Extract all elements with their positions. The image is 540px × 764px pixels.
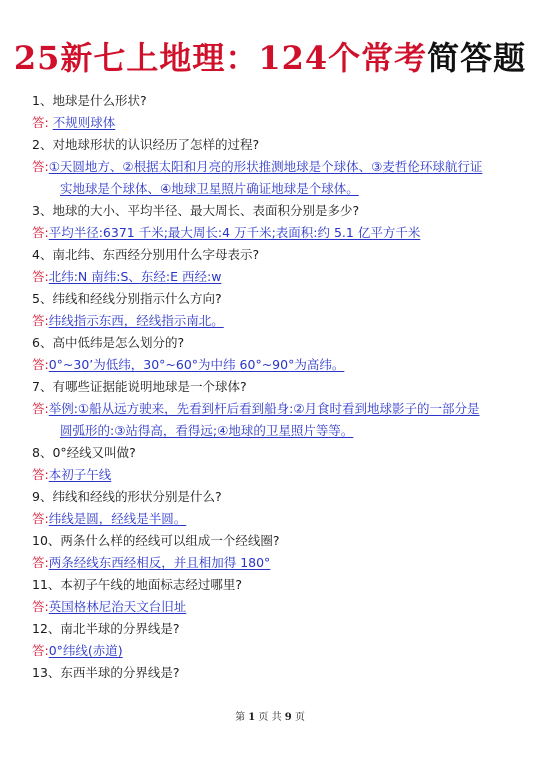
answer-text: 平均半径:6371 千米;最大周长:4 万千米;表面积:约 5.1 亿平方千米 <box>48 225 421 240</box>
page-footer <box>0 708 540 723</box>
answer-10 <box>32 552 512 574</box>
answer-text: 举例:①船从远方驶来，先看到杆后看到船身:②月食时看到地球影子的一部分是 <box>48 401 480 416</box>
question-5: 5、纬线和经线分别指示什么方向? <box>32 291 222 306</box>
answer-label: 答: <box>32 269 49 284</box>
footer-mid: 页 共 <box>258 712 282 723</box>
answer-label: 答: <box>32 555 49 570</box>
answer-text: 0°纬线(赤道) <box>48 643 123 658</box>
answer-text-cont: 实地球是个球体、④地球卫星照片确证地球是个球体。 <box>60 181 359 196</box>
answer-text: 不规则球体 <box>52 115 116 130</box>
answer-11 <box>32 596 512 618</box>
answer-label: 答: <box>32 599 49 614</box>
answer-label: 答: <box>32 401 49 416</box>
question-6: 6、高中低纬是怎么划分的? <box>32 335 185 350</box>
answer-5 <box>32 310 512 332</box>
footer-suffix: 页 <box>294 712 305 723</box>
question-4: 4、南北纬、东西经分别用什么字母表示? <box>32 247 260 262</box>
answer-4 <box>32 266 512 288</box>
answer-9 <box>32 508 512 530</box>
question-11: 11、本初子午线的地面标志经过哪里? <box>32 577 243 592</box>
qa-list <box>32 90 512 684</box>
title-highlight: 25新七上地理：124个常考 <box>13 39 428 77</box>
answer-12 <box>32 640 512 662</box>
answer-text: 0°~30’为低纬，30°~60°为中纬 60°~90°为高纬。 <box>48 357 345 372</box>
answer-1 <box>32 112 512 134</box>
footer-prefix: 第 <box>235 712 246 723</box>
question-7: 7、有哪些证据能说明地球是一个球体? <box>32 379 247 394</box>
answer-label: 答: <box>32 159 49 174</box>
question-3: 3、地球的大小、平均半径、最大周长、表面积分别是多少? <box>32 203 360 218</box>
question-13: 13、东西半球的分界线是? <box>32 665 180 680</box>
answer-text: 本初子午线 <box>48 467 112 482</box>
answer-text-cont: 圆弧形的:③站得高，看得远;④地球的卫星照片等等。 <box>60 423 354 438</box>
question-9: 9、纬线和经线的形状分别是什么? <box>32 489 222 504</box>
answer-label: 答: <box>32 115 49 130</box>
answer-label: 答: <box>32 511 49 526</box>
answer-label: 答: <box>32 225 49 240</box>
question-1: 1、地球是什么形状? <box>32 93 147 108</box>
question-10: 10、两条什么样的经线可以组成一个经线圈? <box>32 533 280 548</box>
answer-text: 英国格林尼治天文台旧址 <box>48 599 187 614</box>
answer-7 <box>32 398 512 442</box>
page-title <box>0 36 540 80</box>
question-12: 12、南北半球的分界线是? <box>32 621 180 636</box>
answer-text: 两条经线东西经相反，并且相加得 180° <box>48 555 271 570</box>
answer-2 <box>32 156 512 200</box>
title-rest: 简答题 <box>427 39 527 77</box>
answer-label: 答: <box>32 357 49 372</box>
answer-text: 纬线指示东西，经线指示南北。 <box>48 313 224 328</box>
answer-text: 北纬:N 南纬:S、东经:E 西经:w <box>48 269 222 284</box>
answer-label: 答: <box>32 313 49 328</box>
answer-label: 答: <box>32 643 49 658</box>
answer-label: 答: <box>32 467 49 482</box>
footer-total-pages: 9 <box>284 712 292 723</box>
question-2: 2、对地球形状的认识经历了怎样的过程? <box>32 137 260 152</box>
question-8: 8、0°经线又叫做? <box>32 445 136 460</box>
answer-6 <box>32 354 512 376</box>
answer-3 <box>32 222 512 244</box>
footer-page-number: 1 <box>248 712 256 723</box>
answer-8 <box>32 464 512 486</box>
answer-text: ①天圆地方、②根据太阳和月亮的形状推测地球是个球体、③麦哲伦环球航行证 <box>48 159 483 174</box>
answer-text: 纬线是圆，经线是半圆。 <box>48 511 187 526</box>
